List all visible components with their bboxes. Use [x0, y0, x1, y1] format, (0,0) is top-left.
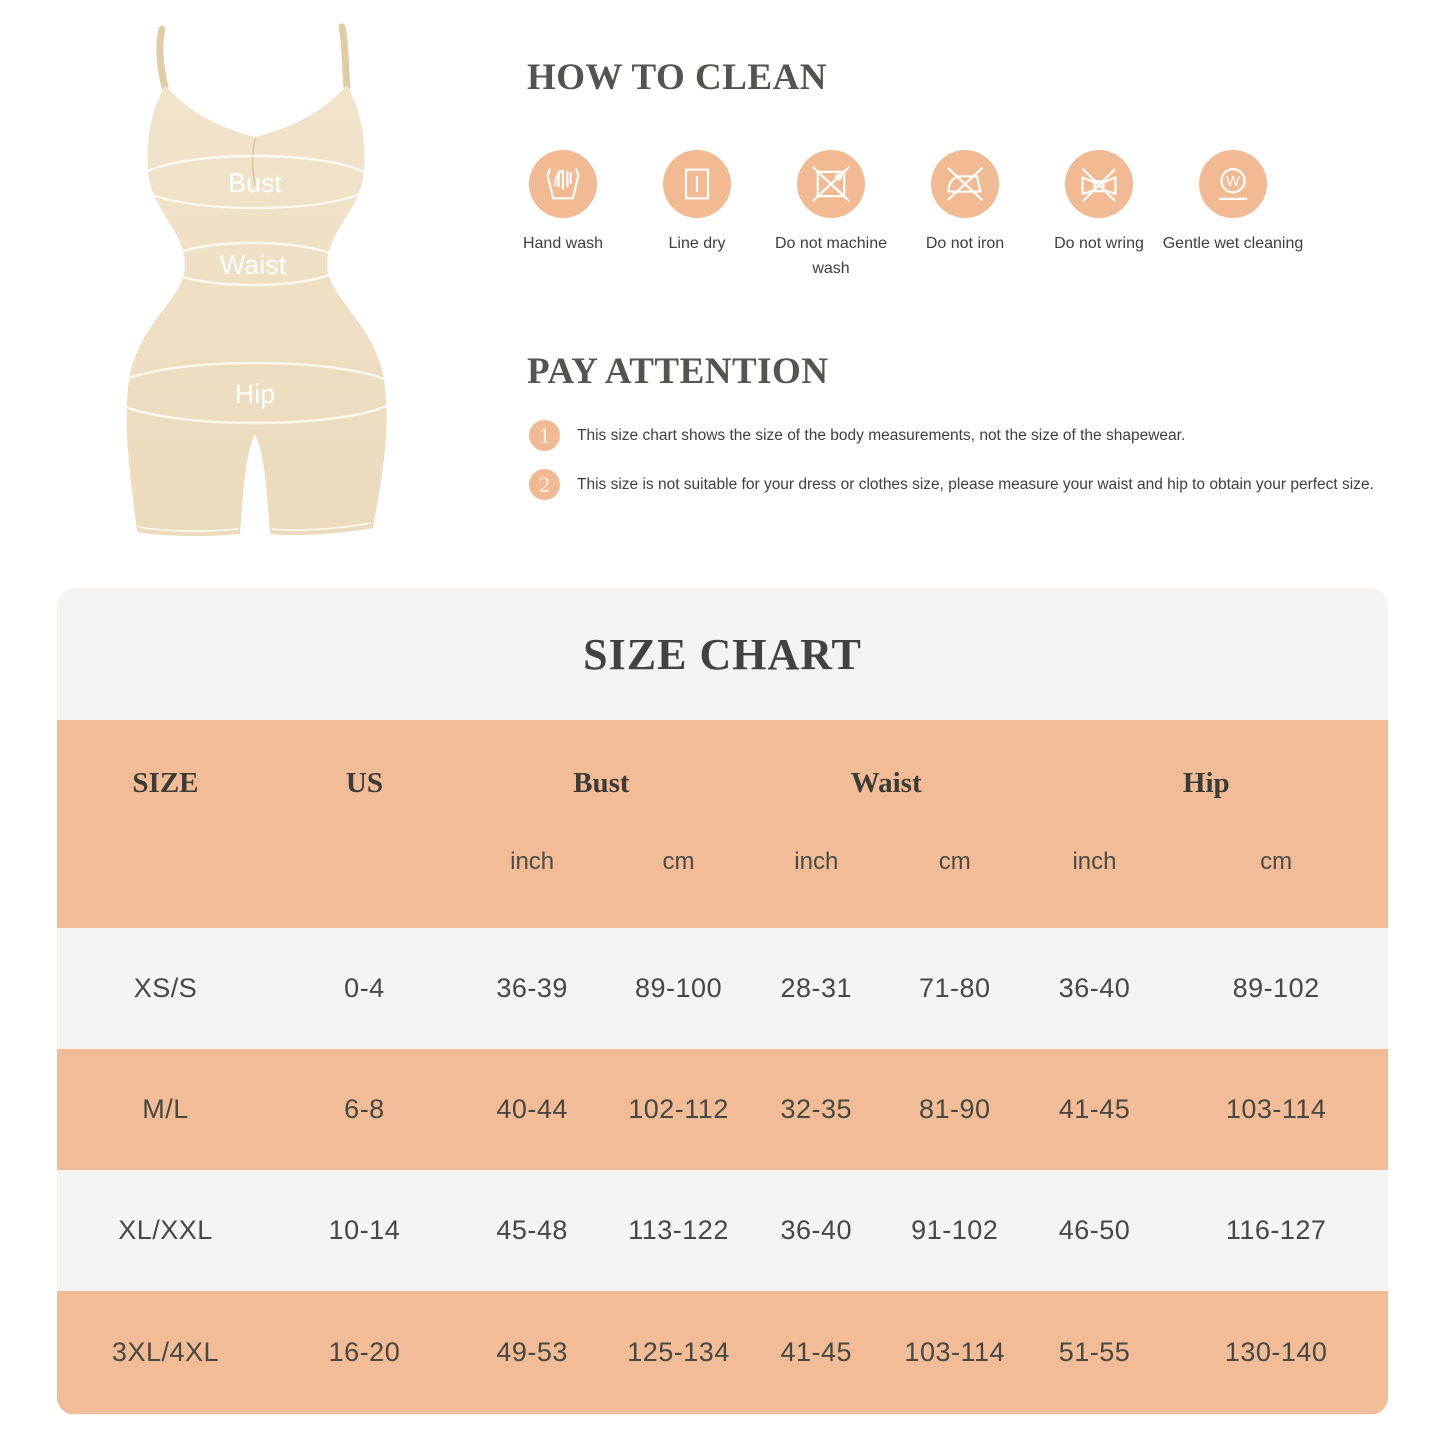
care-item-do-not-iron [898, 150, 1032, 282]
size-chart-title: SIZE CHART [583, 629, 862, 679]
table-row-xs-s [57, 928, 1388, 1049]
cell-hip-inch: 51-55 [1058, 1337, 1131, 1367]
care-item-hand-wash [496, 150, 630, 282]
cell-waist-inch: 41-45 [780, 1337, 853, 1367]
line-dry-icon [663, 150, 731, 218]
cell-bust-inch: 45-48 [496, 1215, 568, 1245]
cell-bust-inch: 36-39 [496, 973, 568, 1003]
cell-bust-cm: 113-122 [628, 1215, 729, 1245]
cell-hip-cm: 130-140 [1224, 1337, 1328, 1367]
unit-hip-cm: cm [1260, 848, 1293, 875]
cell-hip-cm: 116-127 [1225, 1215, 1327, 1245]
size-chart-header [57, 720, 1388, 928]
care-label: Gentle wet cleaning [1162, 235, 1304, 252]
table-row-3xl-4xl [57, 1291, 1388, 1414]
unit-bust-cm: cm [662, 848, 695, 875]
size-chart-title-band [57, 588, 1388, 720]
col-header-bust: Bust [573, 766, 630, 799]
cell-bust-inch: 49-53 [496, 1337, 568, 1367]
note-2-number-badge: 2 [529, 469, 560, 500]
svg-text:W: W [1226, 174, 1240, 191]
pay-attention-notes [529, 420, 1374, 518]
do-not-iron-icon [931, 150, 999, 218]
table-row-xl-xxl [57, 1170, 1388, 1291]
cell-hip-cm: 103-114 [1225, 1094, 1327, 1124]
bodysuit-shape [127, 85, 387, 536]
do-not-machine-wash-icon [797, 150, 865, 218]
note-1-text: This size chart shows the size of the body measurements, not the size of the shapewear. [577, 426, 1186, 444]
unit-waist-cm: cm [938, 848, 971, 875]
bodysuit-figure [95, 15, 425, 555]
cell-waist-cm: 81-90 [918, 1094, 991, 1124]
cell-us: 16-20 [328, 1337, 401, 1367]
note-1 [529, 420, 1374, 451]
cell-size: XS/S [133, 973, 198, 1003]
care-label: Do not wring [1054, 235, 1144, 252]
cell-bust-inch: 40-44 [496, 1094, 568, 1124]
unit-waist-inch: inch [794, 848, 839, 875]
cell-waist-cm: 71-80 [918, 973, 991, 1003]
waist-label: Waist [219, 250, 287, 280]
cell-hip-inch: 41-45 [1058, 1094, 1131, 1124]
care-icons-row [496, 150, 1304, 282]
left-strap [160, 29, 165, 87]
cell-waist-cm: 91-102 [911, 1215, 999, 1245]
pay-attention-title: PAY ATTENTION [527, 351, 829, 392]
col-header-hip: Hip [1182, 766, 1230, 799]
do-not-wring-icon [1065, 150, 1133, 218]
cell-us: 10-14 [328, 1215, 401, 1245]
cell-hip-cm: 89-102 [1232, 973, 1320, 1003]
cell-waist-inch: 36-40 [780, 1215, 853, 1245]
cell-size: XL/XXL [118, 1215, 213, 1245]
gentle-wet-cleaning-icon [1199, 150, 1267, 218]
cell-us: 0-4 [344, 973, 385, 1003]
note-2 [529, 469, 1374, 500]
note-1-number-badge: 1 [529, 420, 560, 451]
hip-label: Hip [234, 379, 276, 409]
care-item-gentle-wet-cleaning [1162, 150, 1304, 282]
cell-size: M/L [142, 1094, 189, 1124]
care-label: Hand wash [522, 235, 604, 252]
cell-hip-inch: 46-50 [1058, 1215, 1131, 1245]
size-chart-header-units [57, 846, 1388, 928]
size-chart-panel [57, 588, 1388, 1415]
col-header-us: US [345, 766, 383, 799]
bust-label: Bust [227, 168, 283, 198]
cell-bust-cm: 102-112 [628, 1094, 729, 1124]
table-row-m-l [57, 1049, 1388, 1170]
cell-waist-cm: 103-114 [904, 1337, 1006, 1367]
cell-bust-cm: 125-134 [627, 1337, 730, 1367]
col-header-size: SIZE [132, 766, 199, 799]
unit-bust-inch: inch [510, 848, 555, 875]
unit-hip-inch: inch [1072, 848, 1117, 875]
care-item-do-not-wring [1032, 150, 1166, 282]
cell-us: 6-8 [344, 1094, 385, 1124]
note-2-text: This size is not suitable for your dress or clothes size, please measure your waist and hip to obtain your perfect size. [577, 475, 1374, 493]
care-item-do-not-machine-wash [764, 150, 898, 282]
hand-wash-icon [529, 150, 597, 218]
care-label: Do not iron [925, 235, 1005, 252]
col-header-waist: Waist [850, 766, 922, 799]
cell-waist-inch: 28-31 [780, 973, 853, 1003]
cell-hip-inch: 36-40 [1058, 973, 1131, 1003]
care-label: Line dry [668, 235, 726, 252]
care-item-line-dry [630, 150, 764, 282]
cell-waist-inch: 32-35 [780, 1094, 853, 1124]
how-to-clean-title: HOW TO CLEAN [527, 57, 828, 98]
right-strap [342, 27, 347, 87]
size-chart-header-main [57, 720, 1388, 846]
care-label: Do not machine wash [774, 235, 888, 277]
cell-size: 3XL/4XL [111, 1337, 220, 1367]
cell-bust-cm: 89-100 [635, 973, 723, 1003]
